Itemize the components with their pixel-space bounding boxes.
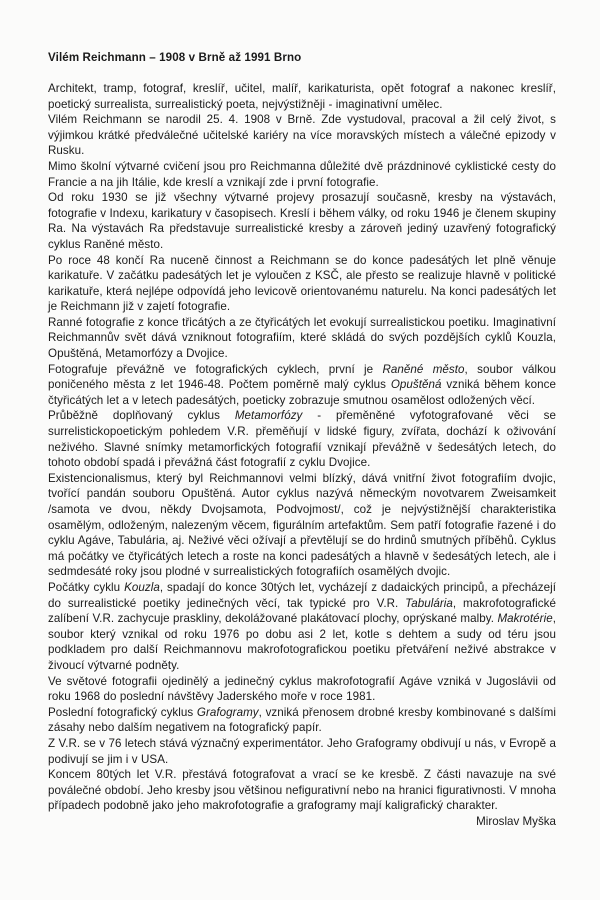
paragraph-p12 — [48, 705, 556, 736]
paragraph-p14: Koncem 80tých let V.R. přestává fotografovat a vrací se ke kresbě. Z části navazuje na své poválečné období. Jeho kresby jsou většinou nefigurativní nebo na hranici figurativnosti. V mnoha případech podobně jako jeho makrofotografie a grafogramy mají kaligrafický charakter. — [48, 768, 556, 813]
paragraph-p13: Z V.R. se v 76 letech stává význačný experimentátor. Jeho Grafogramy obdivují u nás, v Evropě a podivují se jim i v USA. — [48, 736, 556, 766]
cycle-title: Grafogramy — [196, 705, 259, 719]
author-signature: Miroslav Myška — [476, 814, 556, 828]
paragraph-p1: Architekt, tramp, fotograf, kreslíř, učitel, malíř, karikaturista, opět fotograf a nakonec kreslíř, poetický surrealista, surrealistický poeta, nejvýstižněji - imaginativní umělec. — [48, 81, 556, 111]
text-run: - přeměněné vyfotografované věci se surrelistickopoetickým pohledem V.R. přeměňují v lidské figury, zvířata, dochází k oživování neživého. Slavné snímky metamorfických fotografií vznikají převážně v šedesátých letech, do tohoto období spadá i převážná část fotografií z cyklu Dvojice. — [48, 409, 556, 470]
paragraph-p9: Existencionalismus, který byl Reichmannovi velmi blízký, dává vnitřní život fotografiím dvojic, tvořící pandán souboru Opuštěná. Autor cyklus nazývá německým novotvarem Zweisamkeit /samota ve dvou, někdy Dvojsamota, Podvojmost/, což je nejvýstižnější charakteristika osamělým, odloženým, nalezeným věcem, figurálním artefaktům. Sem patří fotografie řazené i do cyklu Agáve, Tabulária, aj. Neživé věci ožívají a převtělují se do hrdinů smutných příběhů. Cyklus má počátky ve čtyřicátých letech a roste na konci padesátých a hlavně v šedesátých letech, ale i sedmdesáté roky jsou plodné v surrealistických fotografiích osamělých dvojic. — [48, 471, 556, 579]
text-run: , makrofotografické zalíbení V.R. zachycuje praskliny, dekolážované plakátovací plochy, oprýskané malby. — [48, 596, 556, 626]
paragraph-p10 — [48, 580, 556, 674]
paragraph-p5: Po roce 48 končí Ra nuceně činnost a Reichmann se do konce padesátých let plně věnuje karikatuře. V začátku padesátých let je vyloučen z KSČ, ale přesto se realizuje hlavně v politické karikatuře, která nejlépe odpovídá jeho levicově orientovanému naturelu. Na konci padesátých let je Reichmann již v zajetí fotografie. — [48, 253, 556, 314]
text-run: , soubor který vznikal od roku 1976 po dobu asi 2 let, kotle s dehtem a sudy od téru jsou podkladem pro další Reichmannovu makrofotografickou poetiku přetváření neživé abstrakce v živoucí výtvarné podněty. — [48, 612, 556, 672]
text-run: Průběžně doplňovaný cyklus — [48, 409, 235, 423]
document-content — [48, 50, 556, 829]
cycle-title: Opuštěná — [390, 378, 442, 392]
paragraph-p8 — [48, 408, 556, 470]
paragraph-p6: Ranné fotografie z konce třicátých a ze čtyřicátých let evokují surrealistickou poetiku. Imaginativní Reichmannův svět dává vzniknout fotografiím, které skládá do svých pozdějších cyklů Kouzla, Opuštěná, Metamorfózy a Dvojice. — [48, 315, 556, 361]
cycle-title: Metamorfózy — [234, 409, 303, 423]
paragraph-p4: Od roku 1930 se již všechny výtvarné projevy prosazují současně, kresby na výstavách, fotografie v Indexu, karikatury v časopisech. Kreslí i během války, od roku 1946 je členem skupiny Ra. Na výstavách Ra představuje surrealistické kresby a zároveň jediný uzavřený fotografický cyklus Raněné město. — [48, 191, 556, 251]
cycle-title: Tabulária — [405, 596, 453, 610]
text-run: , soubor válkou poničeného města z let 1946-48. Počtem poměrně malý cyklus — [48, 362, 557, 392]
cycle-title: Kouzla — [124, 580, 160, 594]
cycle-title: Makrotérie — [497, 612, 553, 626]
body-text — [48, 81, 556, 814]
page-title: Vilém Reichmann – 1908 v Brně až 1991 Brno — [48, 51, 302, 64]
paragraph-p2: Vilém Reichmann se narodil 25. 4. 1908 v Brně. Zde vystudoval, pracoval a žil celý život, s výjimkou krátké předválečné učitelské kariéry na více moravských místech a válečné epizody v Rusku. — [48, 113, 556, 158]
text-run: Poslední fotografický cyklus — [48, 705, 197, 719]
text-run: , spadají do konce 30tých let, vycházejí z dadaických principů, a přecházejí do surrealistické poetiky jedinečných věcí, tak typické pro V.R. — [48, 580, 556, 610]
paragraph-p11: Ve světové fotografii ojedinělý a jedinečný cyklus makrofotografií Agáve vzniká v Jugoslávii od roku 1968 do poslední návštěvy Jaderského moře v roce 1981. — [48, 674, 556, 704]
paragraph-p3: Mimo školní výtvarné cvičení jsou pro Reichmanna důležité dvě prázdninové cyklistické cesty do Francie a na jih Itálie, kde kreslí a vznikají zde i první fotografie. — [48, 159, 556, 189]
text-run: Fotografuje převážně ve fotografických cyklech, první je — [48, 362, 383, 376]
text-run: vzniká během konce čtyřicátých let a v letech padesátých, poeticky zobrazuje smutnou osamělost odložených věcí. — [48, 378, 556, 407]
cycle-title: Raněné město — [382, 362, 465, 376]
text-run: , vzniká přenosem drobné kresby kombinované s dalšími zásahy nebo dalším negativem na fotografický papír. — [48, 705, 556, 735]
text-run: Počátky cyklu — [48, 580, 125, 594]
paragraph-p7 — [48, 362, 556, 409]
